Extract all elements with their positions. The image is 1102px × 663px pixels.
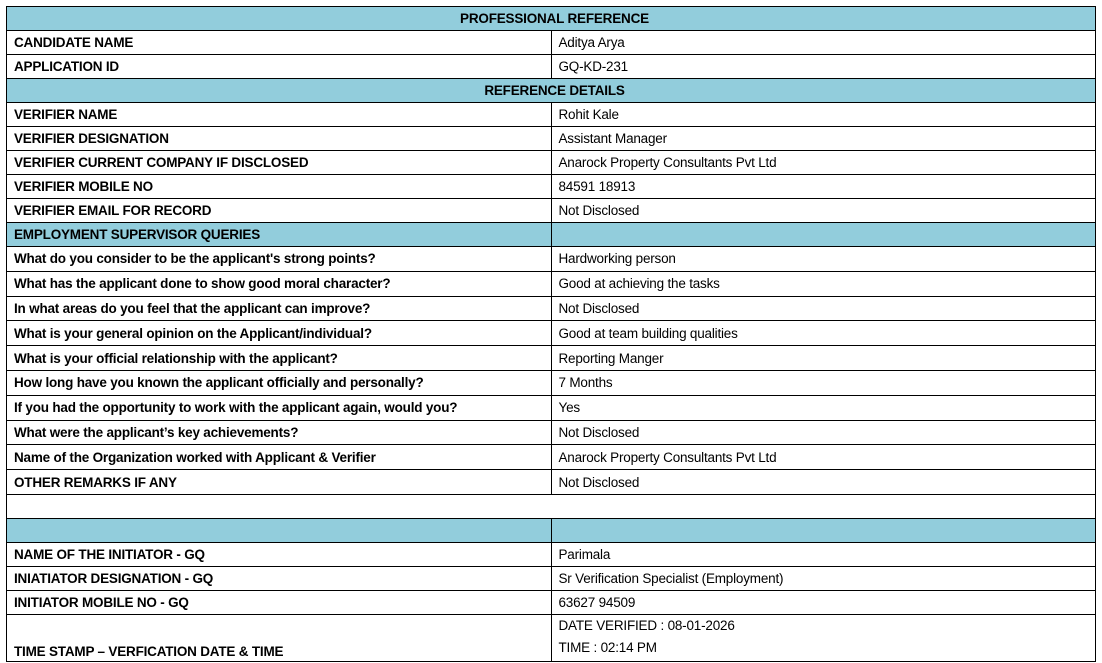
row-value: Yes [551, 395, 1096, 420]
row-value: Reporting Manger [551, 346, 1096, 371]
row-value: Hardworking person [551, 247, 1096, 272]
timestamp-label: TIME STAMP – VERFICATION DATE & TIME [7, 614, 552, 661]
row-label: How long have you known the applicant officially and personally? [7, 370, 552, 395]
table-title: PROFESSIONAL REFERENCE [7, 7, 1096, 31]
row-value: Good at achieving the tasks [551, 271, 1096, 296]
table-row [7, 370, 1096, 395]
professional-reference-table [6, 6, 1096, 662]
timestamp-row [7, 614, 1096, 661]
reference-details-heading-row [7, 79, 1096, 103]
section-heading-blank [551, 223, 1096, 247]
row-label: Name of the Organization worked with Applicant & Verifier [7, 445, 552, 470]
row-value: Sr Verification Specialist (Employment) [551, 566, 1096, 590]
row-label: VERIFIER NAME [7, 103, 552, 127]
blank-band-row [7, 518, 1096, 542]
row-value: Not Disclosed [551, 296, 1096, 321]
date-verified: DATE VERIFIED : 08-01-2026 [558, 617, 735, 633]
timestamp-value [551, 614, 1096, 661]
section-heading [7, 518, 552, 542]
row-value: Assistant Manager [551, 127, 1096, 151]
table-row [7, 542, 1096, 566]
table-row [7, 199, 1096, 223]
row-label: If you had the opportunity to work with the applicant again, would you? [7, 395, 552, 420]
table-row [7, 55, 1096, 79]
section-heading: EMPLOYMENT SUPERVISOR QUERIES [7, 223, 552, 247]
row-label: What has the applicant done to show good moral character? [7, 271, 552, 296]
row-label: What is your general opinion on the Applicant/individual? [7, 321, 552, 346]
row-label: In what areas do you feel that the applicant can improve? [7, 296, 552, 321]
row-label: VERIFIER MOBILE NO [7, 175, 552, 199]
table-row [7, 420, 1096, 445]
table-row [7, 151, 1096, 175]
table-row [7, 395, 1096, 420]
row-value: 7 Months [551, 370, 1096, 395]
empty-row [7, 494, 1096, 518]
queries-heading-row [7, 223, 1096, 247]
row-value: Anarock Property Consultants Pvt Ltd [551, 151, 1096, 175]
row-label: VERIFIER EMAIL FOR RECORD [7, 199, 552, 223]
row-label: What is your official relationship with the applicant? [7, 346, 552, 371]
row-label: APPLICATION ID [7, 55, 552, 79]
row-value: 84591 18913 [551, 175, 1096, 199]
empty-cell [7, 494, 1096, 518]
table-row [7, 346, 1096, 371]
row-value: Parimala [551, 542, 1096, 566]
table-row [7, 271, 1096, 296]
row-label: OTHER REMARKS IF ANY [7, 470, 552, 495]
row-value: Aditya Arya [551, 31, 1096, 55]
table-row [7, 103, 1096, 127]
table-row [7, 296, 1096, 321]
table-row [7, 566, 1096, 590]
row-value: Rohit Kale [551, 103, 1096, 127]
section-heading: REFERENCE DETAILS [7, 79, 1096, 103]
row-value: Anarock Property Consultants Pvt Ltd [551, 445, 1096, 470]
row-label: INITIATOR MOBILE NO - GQ [7, 590, 552, 614]
row-value: Not Disclosed [551, 470, 1096, 495]
row-label: VERIFIER DESIGNATION [7, 127, 552, 151]
table-row [7, 31, 1096, 55]
row-label: CANDIDATE NAME [7, 31, 552, 55]
table-row [7, 321, 1096, 346]
table-row [7, 445, 1096, 470]
row-label: NAME OF THE INITIATOR - GQ [7, 542, 552, 566]
row-value: Not Disclosed [551, 420, 1096, 445]
table-row [7, 247, 1096, 272]
row-value: GQ-KD-231 [551, 55, 1096, 79]
row-value: 63627 94509 [551, 590, 1096, 614]
time-verified: TIME : 02:14 PM [558, 639, 657, 655]
row-label: What were the applicant’s key achievements? [7, 420, 552, 445]
table-row [7, 590, 1096, 614]
table-row [7, 127, 1096, 151]
row-label: What do you consider to be the applicant's strong points? [7, 247, 552, 272]
row-label: VERIFIER CURRENT COMPANY IF DISCLOSED [7, 151, 552, 175]
row-value: Not Disclosed [551, 199, 1096, 223]
table-row [7, 175, 1096, 199]
row-label: INIATIATOR DESIGNATION - GQ [7, 566, 552, 590]
row-value: Good at team building qualities [551, 321, 1096, 346]
title-row [7, 7, 1096, 31]
section-heading-blank [551, 518, 1096, 542]
table-row [7, 470, 1096, 495]
